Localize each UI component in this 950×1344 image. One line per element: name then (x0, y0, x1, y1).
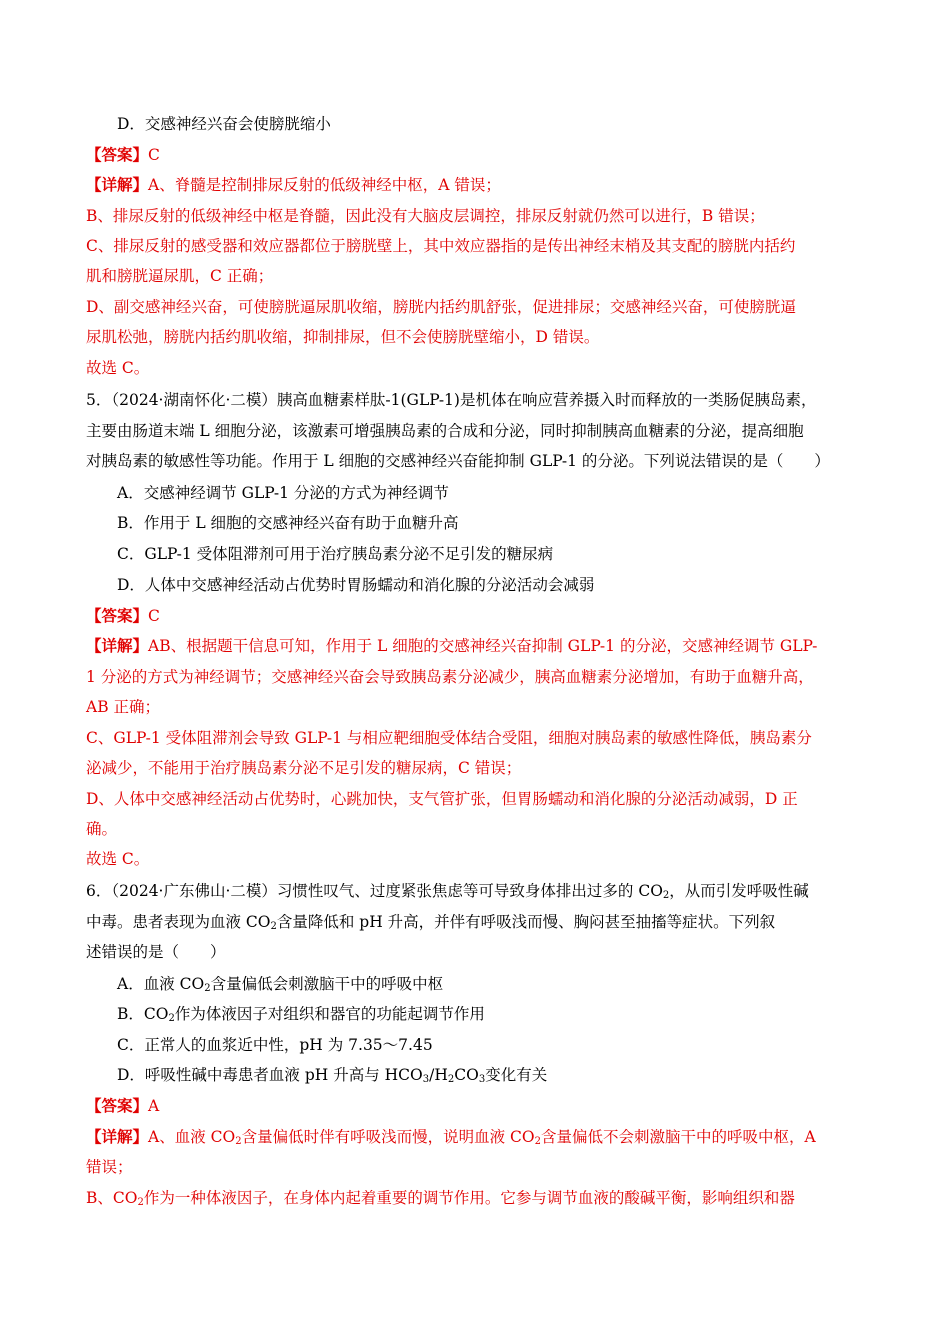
q5-stem-line-3: 对胰岛素的敏感性等功能。作用于 L 细胞的交感神经兴奋能抑制 GLP-1 的分泌。下列说法错误的是（ ） (86, 452, 830, 470)
q5-explain-line-1 (86, 636, 817, 656)
q6-explain-line-3: B、$CO_2$作为一种体液因子，在身体内起着重要的调节作用。它参与调节血液的酸碱平衡，影响组织和器 (86, 1189, 795, 1208)
q4-explain-line-5: D、副交感神经兴奋，可使膀胱逼尿肌收缩，膀胱内括约肌舒张，促进排尿；交感神经兴奋，可使膀胱逼 (86, 298, 796, 316)
q6-answer (86, 1096, 159, 1116)
q5-conclusion: 故选 C。 (86, 850, 150, 868)
explain-tag: 【详解】 (86, 636, 149, 655)
q5-option-c: C．GLP-1 受体阻滞剂可用于治疗胰岛素分泌不足引发的糖尿病 (117, 545, 554, 563)
answer-value: C (148, 607, 160, 625)
q5-stem-line-1: 5．（2024·湖南怀化·二模）胰高血糖素样肽-1(GLP-1)是机体在响应营养摄入时而释放的一类肠促胰岛素， (86, 391, 817, 409)
answer-tag: 【答案】 (86, 145, 149, 164)
q5-stem-line-2: 主要由肠道末端 L 细胞分泌，该激素可增强胰岛素的合成和分泌，同时抑制胰高血糖素的分泌，提高细胞 (86, 422, 804, 440)
q4-answer (86, 145, 160, 165)
q5-explain-line-7: 确。 (86, 820, 118, 838)
explain-tag: 【详解】 (86, 1127, 149, 1146)
q6-stem-line-2: 中毒。患者表现为血液 $CO_2$含量降低和 pH 升高，并伴有呼吸浅而慢、胸闷甚至抽搐等症状。下列叙 (86, 913, 776, 932)
q6-explain-line-2: 错误； (86, 1158, 133, 1176)
answer-tag: 【答案】 (86, 606, 149, 625)
answer-value: C (148, 146, 160, 164)
q5-explain-line-5: 泌减少，不能用于治疗胰岛素分泌不足引发的糖尿病，C 错误； (86, 759, 522, 777)
q5-option-a: A．交感神经调节 GLP-1 分泌的方式为神经调节 (117, 484, 449, 502)
q5-explain-line-4: C、GLP-1 受体阻滞剂会导致 GLP-1 与相应靶细胞受体结合受阻，细胞对胰岛素的敏感性降低，胰岛素分 (86, 729, 812, 747)
q6-stem-line-3: 述错误的是（ ） (86, 943, 226, 961)
q4-option-d: D．交感神经兴奋会使膀胱缩小 (117, 115, 331, 133)
explain-text: AB、根据题干信息可知，作用于 L 细胞的交感神经兴奋抑制 GLP-1 的分泌，交感神经调节 GLP- (148, 637, 818, 655)
q4-explain-line-6: 尿肌松弛，膀胱内括约肌收缩，抑制排尿，但不会使膀胱壁缩小，D 错误。 (86, 328, 600, 346)
q4-conclusion: 故选 C。 (86, 359, 150, 377)
q4-explain-line-3: C、排尿反射的感受器和效应器都位于膀胱壁上，其中效应器指的是传出神经末梢及其支配的膀胱内括约 (86, 237, 796, 255)
answer-tag: 【答案】 (86, 1096, 149, 1115)
explain-text: A、脊髓是控制排尿反射的低级神经中枢，A 错误； (148, 176, 501, 194)
q5-explain-line-6: D、人体中交感神经活动占优势时，心跳加快，支气管扩张，但胃肠蠕动和消化腺的分泌活动减弱，D 正 (86, 790, 798, 808)
q5-explain-line-2: 1 分泌的方式为神经调节；交感神经兴奋会导致胰岛素分泌减少，胰高血糖素分泌增加，有助于血糖升高， (86, 668, 814, 686)
answer-value: A (148, 1097, 160, 1115)
explain-text: A、血液 $CO_2$含量偏低时伴有呼吸浅而慢，说明血液 $CO_2$含量偏低不会刺激脑干中的呼吸中枢，A (148, 1128, 816, 1147)
explain-tag: 【详解】 (86, 175, 149, 194)
q4-explain-line-2: B、排尿反射的低级神经中枢是脊髓，因此没有大脑皮层调控，排尿反射就仍然可以进行，B 错误； (86, 207, 765, 225)
q4-explain-line-1 (86, 175, 501, 195)
q6-option-a: A．血液 $CO_2$含量偏低会刺激脑干中的呼吸中枢 (117, 975, 444, 994)
q5-option-d: D．人体中交感神经活动占优势时胃肠蠕动和消化腺的分泌活动会减弱 (117, 576, 595, 594)
q6-option-d: D．呼吸性碱中毒患者血液 pH 升高与 $HCO_3/H_2CO_3$变化有关 (117, 1066, 548, 1085)
q4-explain-line-4: 肌和膀胱逼尿肌，C 正确； (86, 267, 274, 285)
q5-explain-line-3: AB 正确； (86, 698, 161, 716)
q6-stem-line-1: 6．（2024·广东佛山·二模）习惯性叹气、过度紧张焦虑等可导致身体排出过多的 $CO_2$，从而引发呼吸性碱 (86, 882, 809, 901)
q6-explain-line-1 (86, 1127, 816, 1147)
q5-answer (86, 606, 160, 626)
q5-option-b: B．作用于 L 细胞的交感神经兴奋有助于血糖升高 (117, 514, 459, 532)
q6-option-c: C．正常人的血浆近中性，pH 为 7.35～7.45 (117, 1036, 433, 1054)
q6-option-b: B．$CO_2$作为体液因子对组织和器官的功能起调节作用 (117, 1005, 485, 1024)
